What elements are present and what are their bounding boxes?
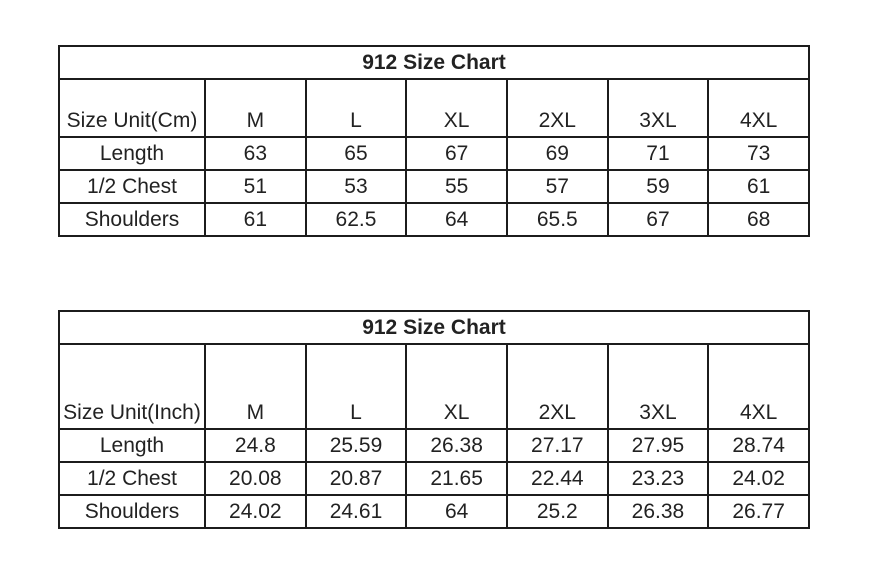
cell-value: 67 [406,137,507,170]
table-row [59,137,809,170]
cell-value: 65 [306,137,407,170]
row-label: Length [59,137,205,170]
cell-value: 24.02 [708,462,809,495]
table-row [59,495,809,528]
cell-value: 27.95 [608,429,709,462]
size-chart-inch-table [58,310,810,529]
cell-value: 27.17 [507,429,608,462]
table-row [59,344,809,429]
col-header-3xl: 3XL [608,79,709,137]
cell-value: 53 [306,170,407,203]
cell-value: 59 [608,170,709,203]
cell-value: 26.77 [708,495,809,528]
cell-value: 24.02 [205,495,306,528]
table-row [59,170,809,203]
cell-value: 20.08 [205,462,306,495]
table-row [59,311,809,344]
cell-value: 69 [507,137,608,170]
cell-value: 65.5 [507,203,608,236]
col-header-xl: XL [406,79,507,137]
cell-value: 20.87 [306,462,407,495]
col-header-3xl: 3XL [608,344,709,429]
unit-label: Size Unit(Inch) [59,344,205,429]
size-chart-inch [58,310,810,529]
cell-value: 61 [205,203,306,236]
cell-value: 62.5 [306,203,407,236]
col-header-m: M [205,344,306,429]
size-chart-cm [58,45,810,237]
cell-value: 24.61 [306,495,407,528]
cell-value: 21.65 [406,462,507,495]
table-row [59,46,809,79]
cell-value: 71 [608,137,709,170]
unit-label: Size Unit(Cm) [59,79,205,137]
table-row [59,203,809,236]
row-label: 1/2 Chest [59,170,205,203]
table-title: 912 Size Chart [59,46,809,79]
cell-value: 63 [205,137,306,170]
cell-value: 64 [406,495,507,528]
col-header-l: L [306,79,407,137]
cell-value: 67 [608,203,709,236]
table-title: 912 Size Chart [59,311,809,344]
cell-value: 22.44 [507,462,608,495]
row-label: Length [59,429,205,462]
col-header-l: L [306,344,407,429]
cell-value: 28.74 [708,429,809,462]
cell-value: 25.59 [306,429,407,462]
row-label: Shoulders [59,495,205,528]
cell-value: 24.8 [205,429,306,462]
table-row [59,462,809,495]
cell-value: 51 [205,170,306,203]
row-label: Shoulders [59,203,205,236]
col-header-2xl: 2XL [507,79,608,137]
col-header-4xl: 4XL [708,344,809,429]
cell-value: 64 [406,203,507,236]
cell-value: 68 [708,203,809,236]
cell-value: 55 [406,170,507,203]
col-header-2xl: 2XL [507,344,608,429]
cell-value: 61 [708,170,809,203]
size-chart-cm-table [58,45,810,237]
col-header-m: M [205,79,306,137]
cell-value: 23.23 [608,462,709,495]
cell-value: 26.38 [608,495,709,528]
col-header-4xl: 4XL [708,79,809,137]
col-header-xl: XL [406,344,507,429]
table-row [59,429,809,462]
row-label: 1/2 Chest [59,462,205,495]
table-row [59,79,809,137]
cell-value: 73 [708,137,809,170]
cell-value: 25.2 [507,495,608,528]
cell-value: 26.38 [406,429,507,462]
cell-value: 57 [507,170,608,203]
